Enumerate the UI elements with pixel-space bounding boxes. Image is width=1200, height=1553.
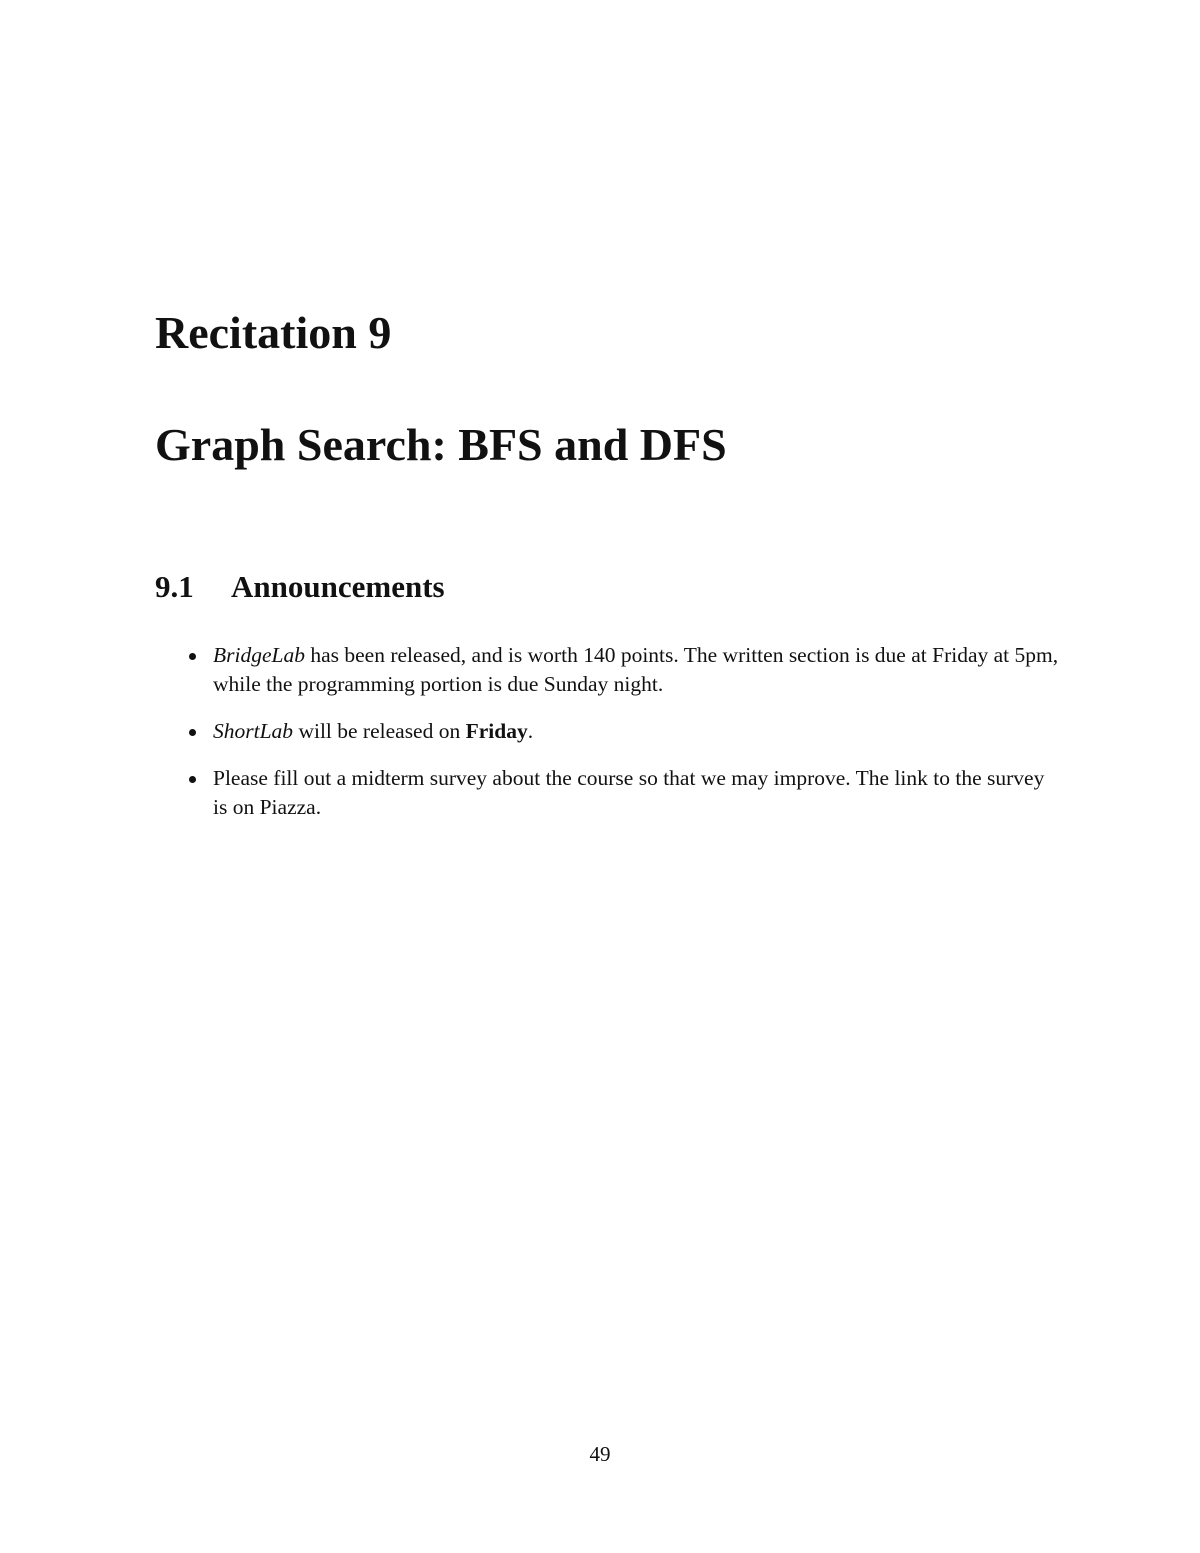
chapter-title: Graph Search: BFS and DFS <box>155 419 727 470</box>
release-day: Friday <box>465 719 528 743</box>
list-item-text: will be released on <box>293 719 466 743</box>
list-item <box>213 717 1063 746</box>
lab-name: ShortLab <box>213 719 294 743</box>
list-item-text-end: . <box>527 719 534 743</box>
list-item-text: has been released, and is worth 140 points. The written section is due at Friday at 5pm, while the programming portion is due Sunday night. <box>213 643 1059 696</box>
announcements-list <box>213 641 1063 840</box>
chapter-label: Recitation 9 <box>155 307 392 358</box>
section-title: Announcements <box>231 569 445 604</box>
bullet-icon <box>189 776 196 783</box>
list-item-text: Please fill out a midterm survey about the course so that we may improve. The link to the survey is on Piazza. <box>213 766 1045 819</box>
list-item <box>213 764 1063 822</box>
lab-name: BridgeLab <box>213 643 305 667</box>
list-item <box>213 641 1063 699</box>
bullet-icon <box>189 653 196 660</box>
section-number: 9.1 <box>155 569 194 604</box>
bullet-icon <box>189 729 196 736</box>
page-number: 49 <box>589 1442 611 1466</box>
section-heading <box>155 570 445 604</box>
